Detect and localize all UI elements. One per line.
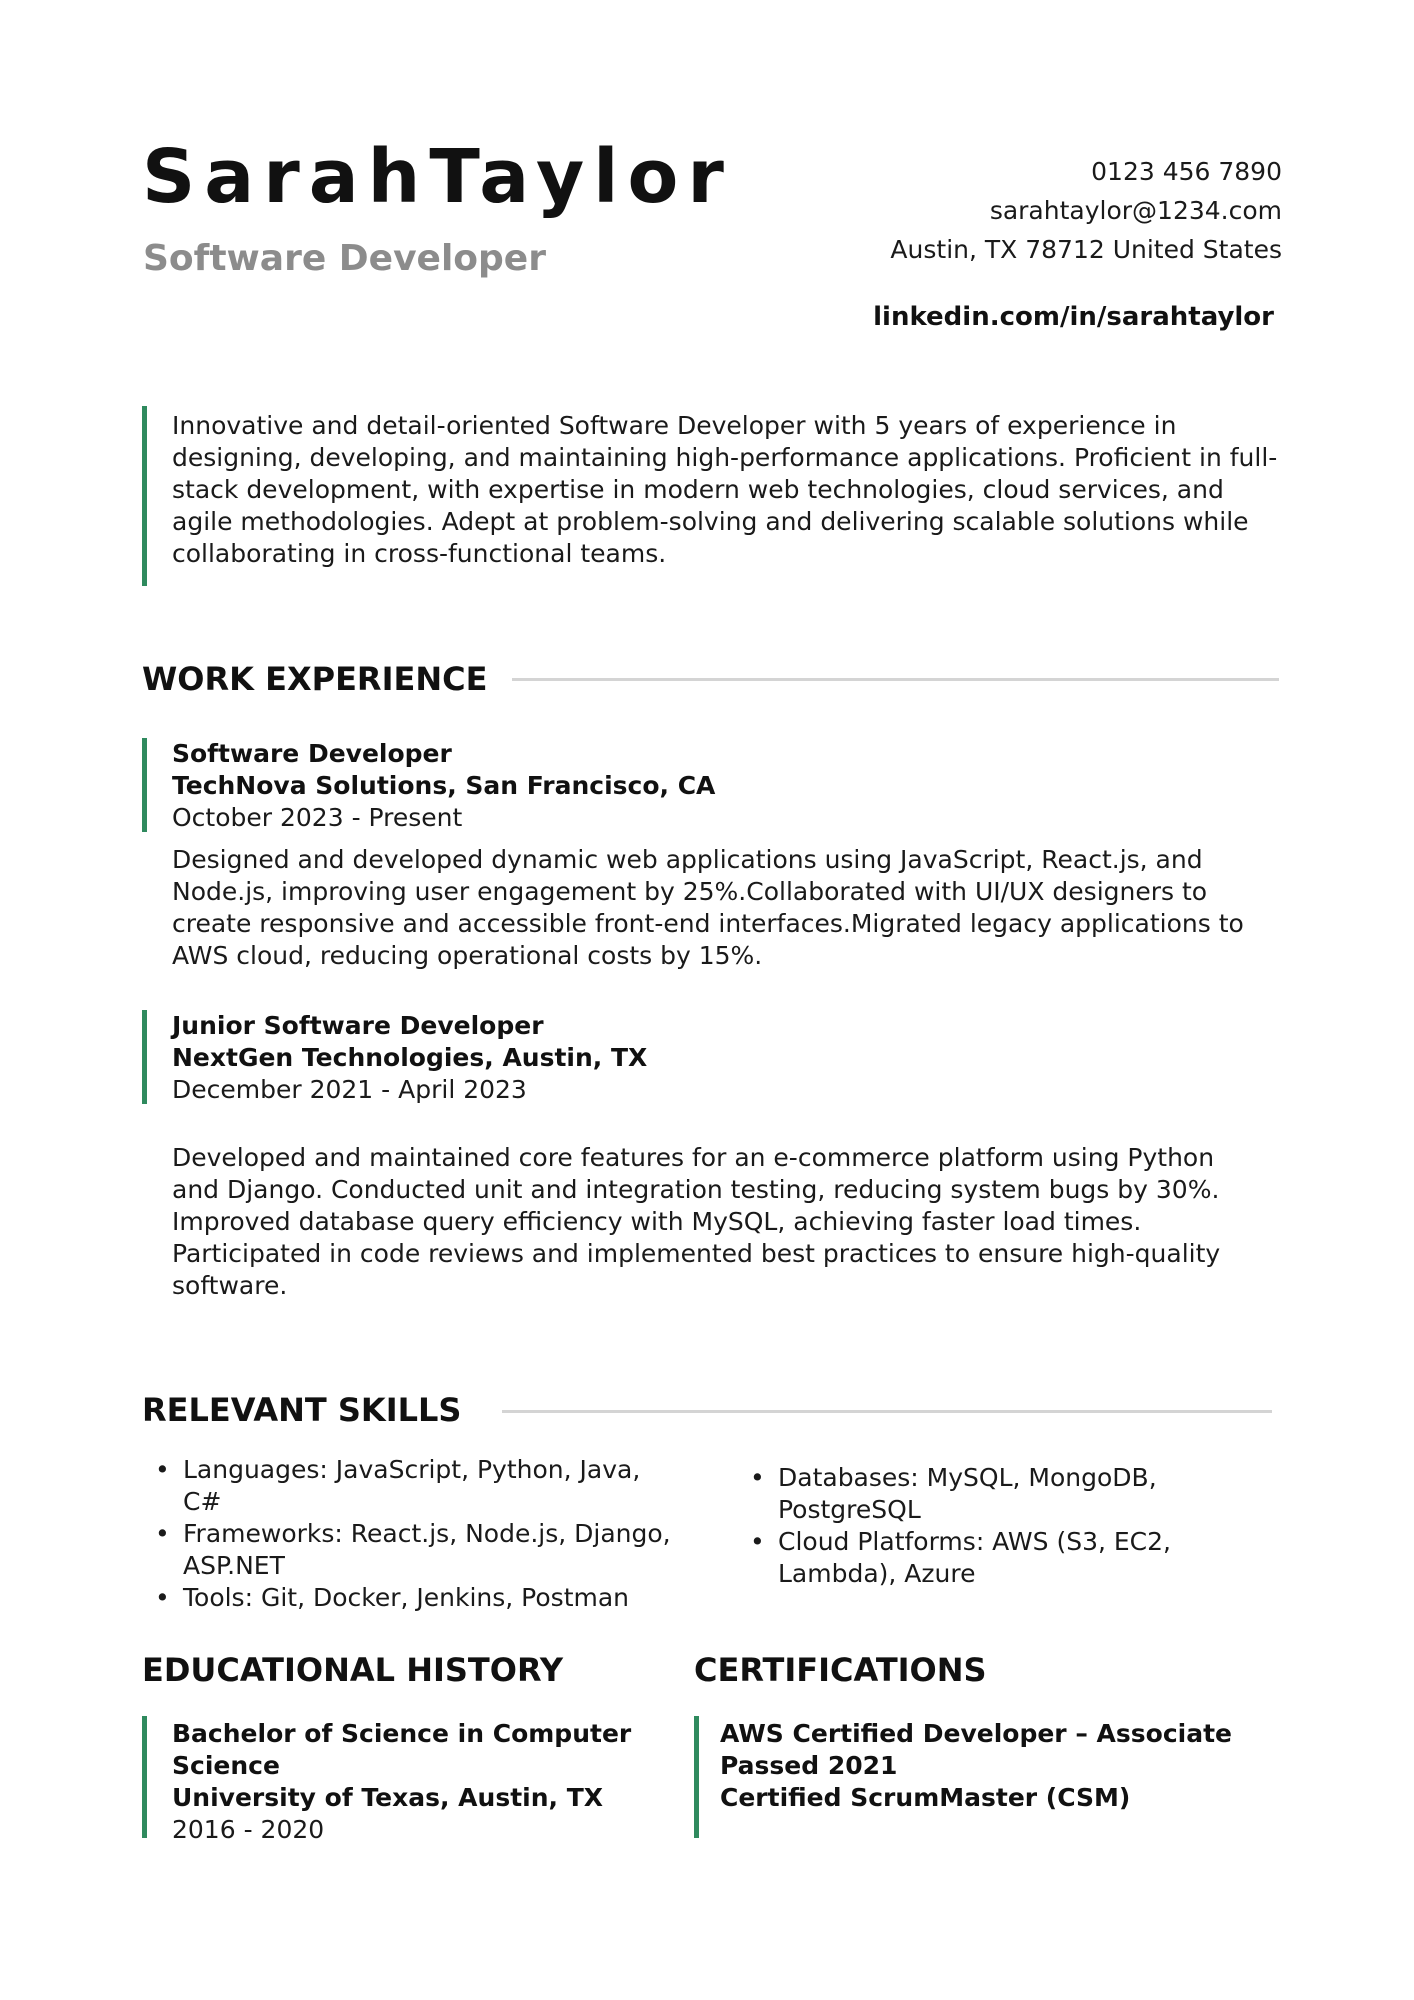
summary-section (142, 406, 1292, 586)
job-dates: December 2021 - April 2023 (172, 1075, 527, 1104)
work-experience-heading: WORK EXPERIENCE (142, 660, 488, 698)
job-header (172, 1010, 647, 1106)
skill-item: • Tools: Git, Docker, Jenkins, Postman (155, 1583, 630, 1612)
certifications-entry (694, 1716, 1254, 1840)
contact-block (890, 152, 1282, 269)
bullet-icon: • (750, 1463, 765, 1492)
candidate-role: Software Developer (143, 238, 546, 279)
skills-divider (502, 1410, 1272, 1413)
bullet-icon: • (155, 1583, 170, 1612)
education-heading: EDUCATIONAL HISTORY (142, 1651, 564, 1689)
job-accent-bar (142, 738, 147, 832)
skills-list-left (143, 1454, 683, 1614)
skill-item: • Cloud Platforms: AWS (S3, EC2, Lambda), Azure (750, 1527, 1171, 1588)
job-company: TechNova Solutions, San Francisco, CA (172, 771, 716, 800)
school-name: University of Texas, Austin, TX (172, 1783, 604, 1812)
skills-list-right (738, 1462, 1278, 1590)
work-experience-divider (512, 678, 1279, 681)
job-description: Designed and developed dynamic web applications using JavaScript, React.js, and Node.js, improving user engagement by 25%.Collaborated with UI/UX designers to create responsive and accessible front-end interfaces.Migrated legacy applications to AWS cloud, reducing operational costs by 15%. (172, 845, 1244, 970)
job-entry (142, 738, 1292, 988)
job-title: Junior Software Developer (172, 1011, 544, 1040)
job-header (172, 738, 715, 834)
certifications-accent-bar (694, 1716, 699, 1838)
phone-number: 0123 456 7890 (1091, 157, 1282, 186)
job-accent-bar (142, 1010, 147, 1104)
skill-item: • Databases: MySQL, MongoDB, PostgreSQL (750, 1463, 1157, 1524)
skill-item: • Frameworks: React.js, Node.js, Django, ASP.NET (155, 1519, 671, 1580)
education-accent-bar (142, 1716, 147, 1838)
job-title: Software Developer (172, 739, 452, 768)
bullet-icon: • (155, 1519, 170, 1548)
email-address: sarahtaylor@1234.com (989, 196, 1282, 225)
summary-text: Innovative and detail-oriented Software Developer with 5 years of experience in designing, developing, and maintaining high-performance applications. Proficient in full-stack development, with expertise in modern web technologies, cloud services, and agile methodologies. Adept at problem-solving and delivering scalable solutions while collaborating in cross-functional teams. (172, 411, 1278, 568)
job-company: NextGen Technologies, Austin, TX (172, 1043, 648, 1072)
bullet-icon: • (750, 1527, 765, 1556)
job-dates: October 2023 - Present (172, 803, 463, 832)
education-years: 2016 - 2020 (172, 1815, 325, 1844)
certifications-heading: CERTIFICATIONS (694, 1651, 987, 1689)
postal-address: Austin, TX 78712 United States (890, 235, 1282, 264)
job-entry (142, 1010, 1292, 1310)
degree-name: Bachelor of Science in Computer Science (172, 1719, 632, 1780)
linkedin-link[interactable]: linkedin.com/in/sarahtaylor (873, 302, 1274, 332)
summary-accent-bar (142, 406, 147, 586)
skill-item: • Languages: JavaScript, Python, Java, C# (155, 1455, 641, 1516)
skills-heading: RELEVANT SKILLS (142, 1391, 462, 1429)
bullet-icon: • (155, 1455, 170, 1484)
certification-item: Certified ScrumMaster (CSM) (720, 1783, 1131, 1812)
job-description: Developed and maintained core features for an e-commerce platform using Python and Django. Conducted unit and integration testing, reducing system bugs by 30%. Improved database query efficiency with MySQL, achieving faster load times. Participated in code reviews and implemented best practices to ensure high-quality software. (172, 1143, 1221, 1300)
candidate-name: SarahTaylor (142, 134, 733, 220)
education-entry (142, 1716, 662, 1856)
certification-item: AWS Certified Developer – Associate Passed 2021 (720, 1719, 1232, 1780)
